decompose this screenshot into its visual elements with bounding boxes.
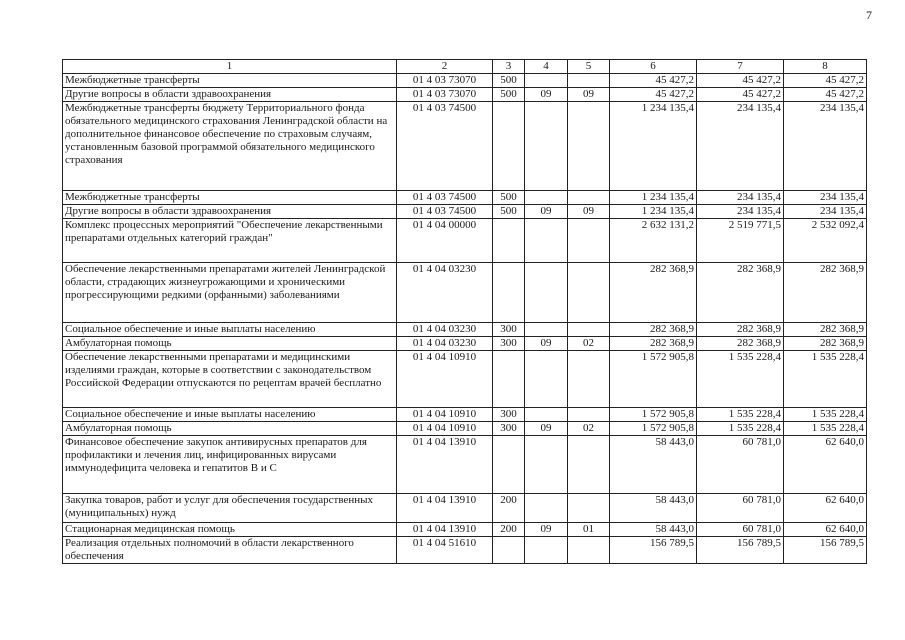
row-value6-cell: 45 427,2: [610, 88, 697, 102]
row-code-cell: 01 4 03 74500: [397, 205, 493, 219]
row-value8-cell: 234 135,4: [784, 102, 867, 191]
row-col5-cell: [568, 537, 610, 564]
row-value7-cell: 282 368,9: [697, 337, 784, 351]
row-col4-cell: [525, 74, 568, 88]
row-value7-cell: 1 535 228,4: [697, 422, 784, 436]
row-col4-cell: [525, 102, 568, 191]
row-col4-cell: 09: [525, 205, 568, 219]
row-col5-cell: 02: [568, 337, 610, 351]
row-value7-cell: 282 368,9: [697, 323, 784, 337]
row-code-cell: 01 4 04 10910: [397, 422, 493, 436]
row-name-cell: Другие вопросы в области здравоохранения: [63, 205, 397, 219]
row-value6-cell: 1 572 905,8: [610, 351, 697, 408]
row-col5-cell: [568, 323, 610, 337]
row-name-cell: Закупка товаров, работ и услуг для обеспечения государственных (муниципальных) нужд: [63, 494, 397, 523]
row-col3-cell: 500: [493, 205, 525, 219]
row-code-cell: 01 4 04 03230: [397, 323, 493, 337]
row-col5-cell: [568, 408, 610, 422]
row-name-cell: Амбулаторная помощь: [63, 422, 397, 436]
row-value6-cell: 282 368,9: [610, 263, 697, 323]
row-col4-cell: [525, 494, 568, 523]
row-value6-cell: 58 443,0: [610, 494, 697, 523]
row-value8-cell: 1 535 228,4: [784, 351, 867, 408]
row-col3-cell: [493, 351, 525, 408]
row-value7-cell: 282 368,9: [697, 263, 784, 323]
table-body: [63, 74, 867, 564]
row-value8-cell: 282 368,9: [784, 337, 867, 351]
budget-table: [62, 59, 867, 564]
row-value7-cell: 1 535 228,4: [697, 408, 784, 422]
row-code-cell: 01 4 03 74500: [397, 102, 493, 191]
row-col5-cell: [568, 263, 610, 323]
row-value8-cell: 234 135,4: [784, 191, 867, 205]
row-value8-cell: 156 789,5: [784, 537, 867, 564]
row-name-cell: Обеспечение лекарственными препаратами и медицинскими изделиями граждан, которые в соответствии с законодательством Российской Федерации отпускаются по рецептам врачей бесплатно: [63, 351, 397, 408]
row-col4-cell: [525, 351, 568, 408]
row-value7-cell: 45 427,2: [697, 74, 784, 88]
page-number: 7: [866, 8, 872, 22]
row-col4-cell: [525, 219, 568, 263]
row-value6-cell: 1 234 135,4: [610, 102, 697, 191]
row-value6-cell: 58 443,0: [610, 523, 697, 537]
header-row: [63, 60, 867, 74]
row-code-cell: 01 4 04 13910: [397, 494, 493, 523]
table-row: [63, 523, 867, 537]
row-value8-cell: 62 640,0: [784, 436, 867, 494]
row-col5-cell: [568, 74, 610, 88]
row-col4-cell: [525, 537, 568, 564]
row-code-cell: 01 4 04 03230: [397, 263, 493, 323]
table-row: [63, 219, 867, 263]
row-code-cell: 01 4 04 13910: [397, 436, 493, 494]
row-col3-cell: 200: [493, 523, 525, 537]
row-value8-cell: 45 427,2: [784, 88, 867, 102]
row-name-cell: Реализация отдельных полномочий в области лекарственного обеспечения: [63, 537, 397, 564]
table-row: [63, 436, 867, 494]
row-col4-cell: 09: [525, 523, 568, 537]
row-code-cell: 01 4 03 73070: [397, 74, 493, 88]
row-col5-cell: [568, 191, 610, 205]
table-row: [63, 88, 867, 102]
row-col3-cell: 300: [493, 422, 525, 436]
table-row: [63, 422, 867, 436]
row-col3-cell: 500: [493, 191, 525, 205]
row-col3-cell: [493, 102, 525, 191]
row-name-cell: Финансовое обеспечение закупок антивирусных препаратов для профилактики и лечения лиц, инфицированных вирусами иммунодефицита человека и гепатитов В и С: [63, 436, 397, 494]
row-col4-cell: [525, 191, 568, 205]
row-col4-cell: 09: [525, 88, 568, 102]
row-col4-cell: 09: [525, 337, 568, 351]
row-col3-cell: [493, 436, 525, 494]
column-header-8: 8: [784, 60, 867, 74]
row-value7-cell: 60 781,0: [697, 436, 784, 494]
row-col4-cell: 09: [525, 422, 568, 436]
row-col5-cell: 02: [568, 422, 610, 436]
row-name-cell: Амбулаторная помощь: [63, 337, 397, 351]
row-value8-cell: 234 135,4: [784, 205, 867, 219]
row-name-cell: Комплекс процессных мероприятий "Обеспечение лекарственными препаратами отдельных категорий граждан": [63, 219, 397, 263]
row-name-cell: Межбюджетные трансферты бюджету Территориального фонда обязательного медицинского страхования Ленинградской области на дополнительное финансовое обеспечение по страховым случаям, установленным базовой программой обязательного медицинского страхования: [63, 102, 397, 191]
row-value6-cell: 1 234 135,4: [610, 191, 697, 205]
row-col5-cell: [568, 219, 610, 263]
row-col5-cell: 01: [568, 523, 610, 537]
row-col4-cell: [525, 263, 568, 323]
row-name-cell: Межбюджетные трансферты: [63, 191, 397, 205]
row-col3-cell: 300: [493, 408, 525, 422]
row-col3-cell: 500: [493, 88, 525, 102]
row-value7-cell: 60 781,0: [697, 523, 784, 537]
row-col4-cell: [525, 323, 568, 337]
row-code-cell: 01 4 04 10910: [397, 351, 493, 408]
table-row: [63, 408, 867, 422]
row-value7-cell: 234 135,4: [697, 191, 784, 205]
row-value6-cell: 1 572 905,8: [610, 408, 697, 422]
row-code-cell: 01 4 04 51610: [397, 537, 493, 564]
row-value8-cell: 62 640,0: [784, 523, 867, 537]
row-value7-cell: 45 427,2: [697, 88, 784, 102]
row-col3-cell: 300: [493, 337, 525, 351]
row-value8-cell: 282 368,9: [784, 263, 867, 323]
row-code-cell: 01 4 03 73070: [397, 88, 493, 102]
table-row: [63, 323, 867, 337]
row-code-cell: 01 4 04 10910: [397, 408, 493, 422]
row-col3-cell: [493, 537, 525, 564]
column-header-2: 2: [397, 60, 493, 74]
row-value7-cell: 234 135,4: [697, 205, 784, 219]
table-row: [63, 191, 867, 205]
row-col3-cell: 500: [493, 74, 525, 88]
row-value7-cell: 156 789,5: [697, 537, 784, 564]
table-row: [63, 102, 867, 191]
table-row: [63, 74, 867, 88]
row-value6-cell: 282 368,9: [610, 337, 697, 351]
column-header-1: 1: [63, 60, 397, 74]
row-name-cell: Социальное обеспечение и иные выплаты населению: [63, 323, 397, 337]
column-header-7: 7: [697, 60, 784, 74]
row-value8-cell: 62 640,0: [784, 494, 867, 523]
table-row: [63, 205, 867, 219]
table-row: [63, 351, 867, 408]
row-col5-cell: 09: [568, 205, 610, 219]
row-value8-cell: 1 535 228,4: [784, 408, 867, 422]
row-col5-cell: [568, 351, 610, 408]
row-name-cell: Другие вопросы в области здравоохранения: [63, 88, 397, 102]
table-row: [63, 494, 867, 523]
column-header-5: 5: [568, 60, 610, 74]
row-value6-cell: 2 632 131,2: [610, 219, 697, 263]
row-col5-cell: [568, 102, 610, 191]
row-value6-cell: 156 789,5: [610, 537, 697, 564]
row-col5-cell: [568, 436, 610, 494]
row-value7-cell: 60 781,0: [697, 494, 784, 523]
row-code-cell: 01 4 04 13910: [397, 523, 493, 537]
row-col4-cell: [525, 408, 568, 422]
row-value6-cell: 282 368,9: [610, 323, 697, 337]
row-col3-cell: 300: [493, 323, 525, 337]
row-value6-cell: 58 443,0: [610, 436, 697, 494]
table-row: [63, 337, 867, 351]
row-name-cell: Стационарная медицинская помощь: [63, 523, 397, 537]
column-header-4: 4: [525, 60, 568, 74]
row-value7-cell: 1 535 228,4: [697, 351, 784, 408]
row-value6-cell: 1 572 905,8: [610, 422, 697, 436]
row-col5-cell: [568, 494, 610, 523]
row-value7-cell: 234 135,4: [697, 102, 784, 191]
row-value8-cell: 1 535 228,4: [784, 422, 867, 436]
row-value8-cell: 282 368,9: [784, 323, 867, 337]
row-name-cell: Социальное обеспечение и иные выплаты населению: [63, 408, 397, 422]
row-value7-cell: 2 519 771,5: [697, 219, 784, 263]
row-code-cell: 01 4 03 74500: [397, 191, 493, 205]
row-value8-cell: 2 532 092,4: [784, 219, 867, 263]
table-row: [63, 537, 867, 564]
row-value8-cell: 45 427,2: [784, 74, 867, 88]
row-value6-cell: 1 234 135,4: [610, 205, 697, 219]
column-header-3: 3: [493, 60, 525, 74]
row-col5-cell: 09: [568, 88, 610, 102]
table-row: [63, 263, 867, 323]
row-col3-cell: 200: [493, 494, 525, 523]
row-col4-cell: [525, 436, 568, 494]
row-value6-cell: 45 427,2: [610, 74, 697, 88]
row-col3-cell: [493, 263, 525, 323]
row-code-cell: 01 4 04 03230: [397, 337, 493, 351]
row-name-cell: Обеспечение лекарственными препаратами жителей Ленинградской области, страдающих жизнеугрожающими и хроническими прогрессирующими редкими (орфанными) заболеваниями: [63, 263, 397, 323]
row-col3-cell: [493, 219, 525, 263]
row-code-cell: 01 4 04 00000: [397, 219, 493, 263]
row-name-cell: Межбюджетные трансферты: [63, 74, 397, 88]
column-header-6: 6: [610, 60, 697, 74]
